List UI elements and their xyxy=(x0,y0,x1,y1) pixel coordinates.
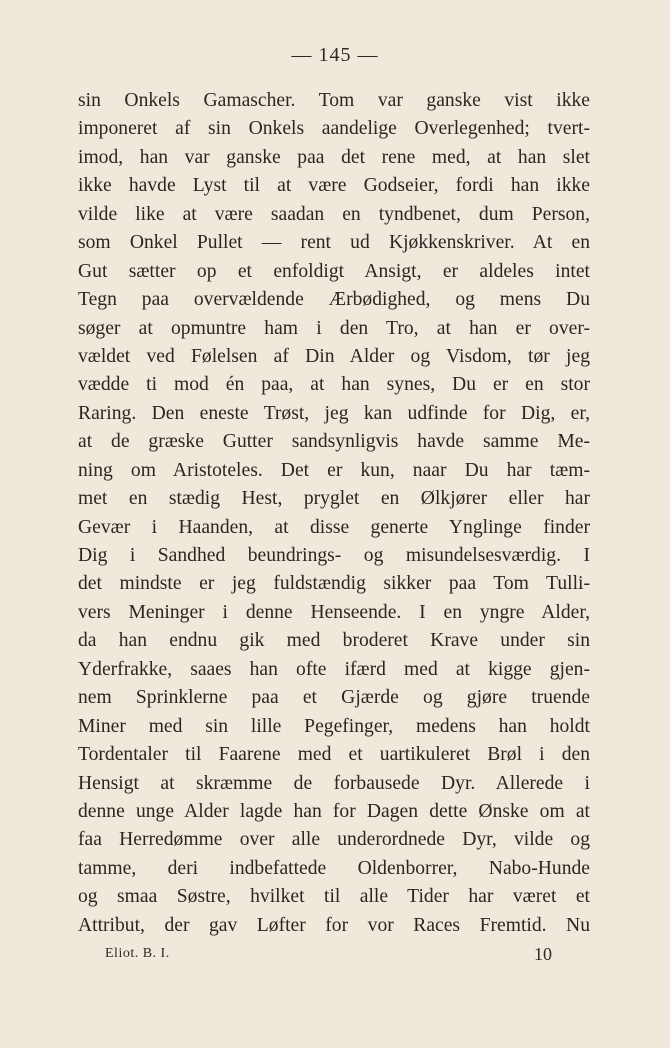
text-line: vilde like at være saadan en tyndbenet, dum Person, xyxy=(78,203,590,225)
text-line: vædde ti mod én paa, at han synes, Du er en stor xyxy=(78,374,590,396)
text-line: ning om Aristoteles. Det er kun, naar Du har tæm- xyxy=(78,459,590,481)
page-number: — 145 — xyxy=(291,44,379,66)
text-line: Tordentaler til Faarene med et uartikuleret Brøl i den xyxy=(78,744,590,766)
text-line: tamme, deri indbefattede Oldenborrer, Nabo-Hunde xyxy=(78,857,590,879)
body-text xyxy=(78,87,590,940)
text-line: imod, han var ganske paa det rene med, at han slet xyxy=(78,146,590,168)
text-line: Tegn paa overvældende Ærbødighed, og mens Du xyxy=(78,289,590,311)
text-line: denne unge Alder lagde han for Dagen dette Ønske om at xyxy=(78,800,590,822)
text-line: Raring. Den eneste Trøst, jeg kan udfinde for Dig, er, xyxy=(78,402,590,424)
text-line: Gut sætter op et enfoldigt Ansigt, er aldeles intet xyxy=(78,260,590,282)
text-line: met en stædig Hest, pryglet en Ølkjører eller har xyxy=(78,488,590,510)
text-line: sin Onkels Gamascher. Tom var ganske vist ikke xyxy=(78,90,590,111)
text-line: faa Herredømme over alle underordnede Dyr, vilde og xyxy=(78,829,590,851)
text-line: ikke havde Lyst til at være Godseier, fordi han ikke xyxy=(78,175,590,197)
text-line: som Onkel Pullet — rent ud Kjøkkenskriver. At en xyxy=(78,232,590,254)
text-line: Hensigt at skræmme de forbausede Dyr. Allerede i xyxy=(78,772,590,794)
sheet-number: 10 xyxy=(534,944,552,964)
text-line: imponeret af sin Onkels aandelige Overlegenhed; tvert- xyxy=(78,118,590,140)
text-line: Attribut, der gav Løfter for vor Races Fremtid. Nu xyxy=(78,914,590,936)
text-line: Yderfrakke, saaes han ofte ifærd med at kigge gjen- xyxy=(78,658,590,680)
text-line: Miner med sin lille Pegefinger, medens han holdt xyxy=(78,715,590,737)
page-footer xyxy=(105,944,552,968)
text-line: og smaa Søstre, hvilket til alle Tider har været et xyxy=(78,886,590,908)
text-line: Gevær i Haanden, at disse generte Ynglinge finder xyxy=(78,516,590,538)
text-line: da han endnu gik med broderet Krave under sin xyxy=(78,630,590,652)
text-line: vers Meninger i denne Henseende. I en yngre Alder, xyxy=(78,601,590,623)
text-line: nem Sprinklerne paa et Gjærde og gjøre truende xyxy=(78,687,590,709)
text-line: at de græske Gutter sandsynligvis havde samme Me- xyxy=(78,431,590,453)
text-line: søger at opmuntre ham i den Tro, at han er over- xyxy=(78,317,590,339)
text-line: vældet ved Følelsen af Din Alder og Visdom, tør jeg xyxy=(78,345,590,367)
text-line: det mindste er jeg fuldstændig sikker paa Tom Tulli- xyxy=(78,573,590,595)
printer-signature: Eliot. B. I. xyxy=(105,946,170,961)
text-line: Dig i Sandhed beundrings- og misundelsesværdig. I xyxy=(78,545,590,566)
